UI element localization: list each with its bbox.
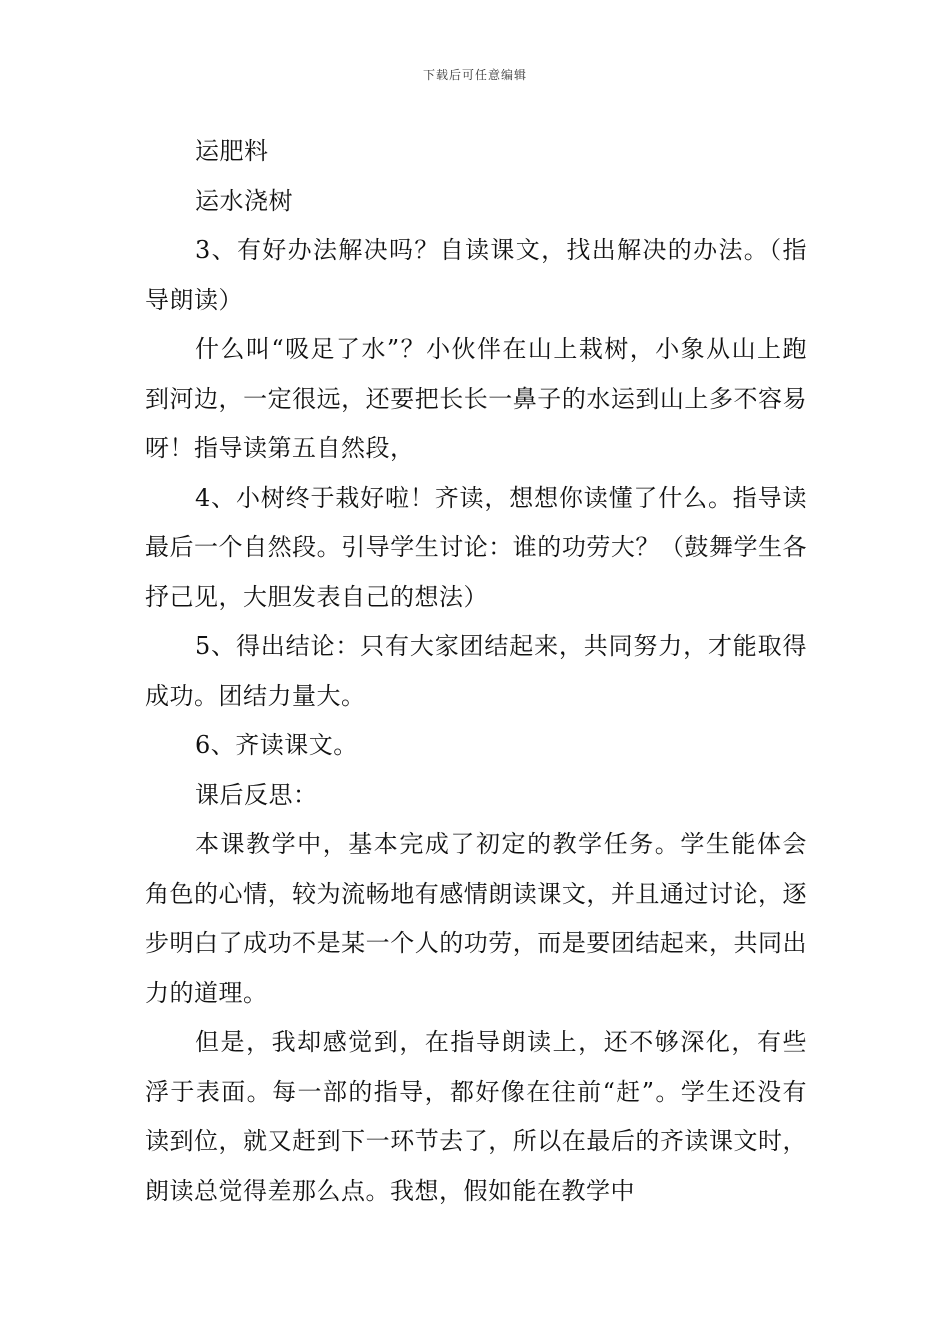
paragraph-step-4: 4、小树终于栽好啦！齐读，想想你读懂了什么。指导读最后一个自然段。引导学生讨论：谁的功劳大？（鼓舞学生各抒己见，大胆发表自己的想法） bbox=[145, 483, 807, 611]
paragraph-step-5: 5、得出结论：只有大家团结起来，共同努力，才能取得成功。团结力量大。 bbox=[145, 632, 807, 710]
paragraph-step-3: 3、有好办法解决吗？自读课文，找出解决的办法。（指导朗读） bbox=[145, 236, 807, 314]
paragraph-watering: 运水浇树 bbox=[195, 186, 293, 215]
paragraph-step-6: 6、齐读课文。 bbox=[195, 731, 358, 759]
paragraph-reflection-heading: 课后反思： bbox=[195, 780, 318, 809]
paragraph-reflection-2: 但是，我却感觉到，在指导朗读上，还不够深化，有些浮于表面。每一部的指导，都好像在往前“赶”。学生还没有读到位，就又赶到下一环节去了，所以在最后的齐读课文时，朗读总觉得差那么点。我想，假如能在教学中 bbox=[145, 1028, 807, 1205]
paragraph-explanation: 什么叫“吸足了水”？小伙伴在山上栽树，小象从山上跑到河边，一定很远，还要把长长一鼻子的水运到山上多不容易呀！指导读第五自然段， bbox=[145, 335, 807, 462]
paragraph-reflection-1: 本课教学中，基本完成了初定的教学任务。学生能体会角色的心情，较为流畅地有感情朗读课文，并且通过讨论，逐步明白了成功不是某一个人的功劳，而是要团结起来，共同出力的道理。 bbox=[145, 830, 807, 1007]
paragraph-fertilizer: 运肥料 bbox=[195, 137, 269, 165]
page-header-note: 下载后可任意编辑 bbox=[422, 68, 527, 82]
document-body bbox=[145, 127, 807, 1216]
